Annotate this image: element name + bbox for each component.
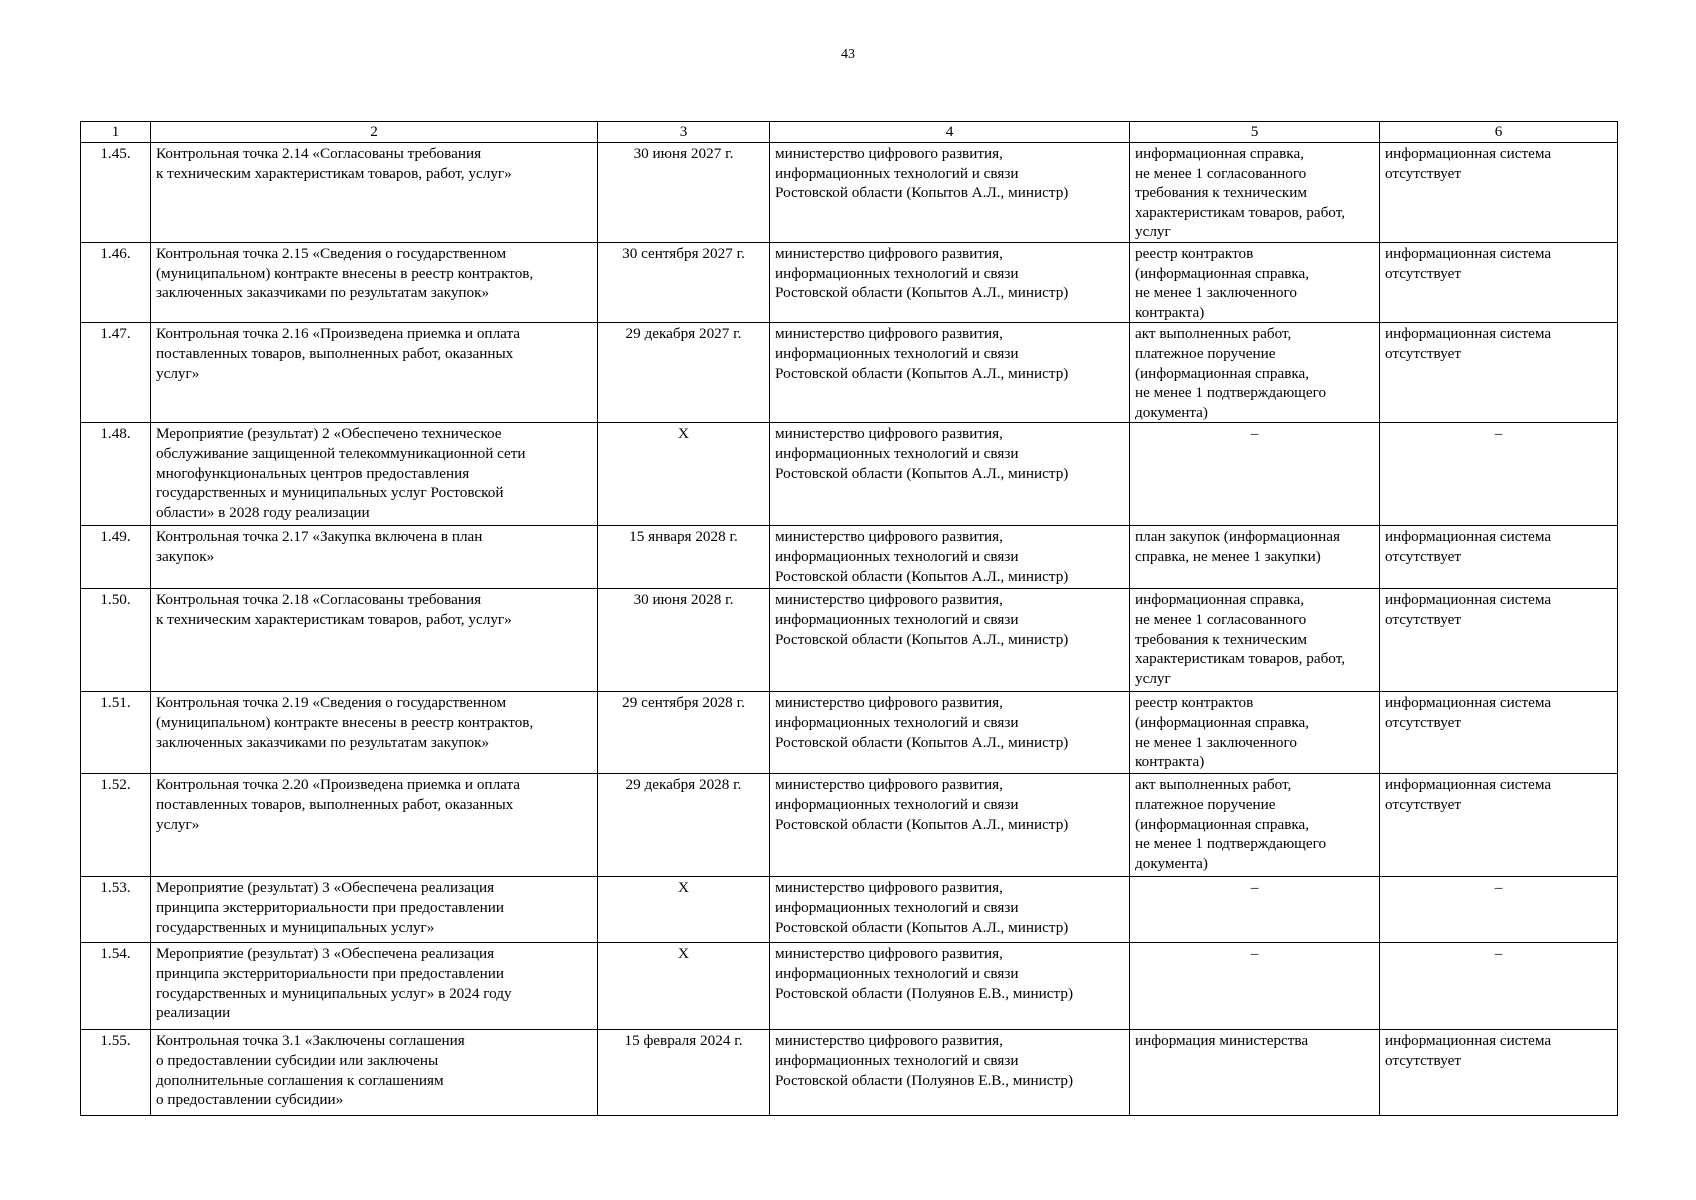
event-name-cell: Контрольная точка 2.17 «Закупка включена в план закупок» [151, 526, 598, 589]
document-type-cell: реестр контрактов (информационная справка, не менее 1 заключенного контракта) [1130, 692, 1380, 774]
deadline-cell: 30 июня 2028 г. [598, 589, 770, 692]
event-name-cell: Контрольная точка 2.14 «Согласованы требования к техническим характеристикам товаров, работ, услуг» [151, 143, 598, 243]
document-type-cell: план закупок (информационная справка, не менее 1 закупки) [1130, 526, 1380, 589]
table-row [81, 877, 1618, 943]
document-type-cell: информационная справка, не менее 1 согласованного требования к техническим характеристикам товаров, работ, услуг [1130, 143, 1380, 243]
document-type-cell: информационная справка, не менее 1 согласованного требования к техническим характеристикам товаров, работ, услуг [1130, 589, 1380, 692]
table-row [81, 242, 1618, 322]
deadline-cell: Х [598, 943, 770, 1030]
row-number-cell: 1.55. [81, 1030, 151, 1116]
deadline-cell: 15 февраля 2024 г. [598, 1030, 770, 1116]
column-number-header: 1 [81, 122, 151, 143]
info-system-cell: информационная система отсутствует [1380, 589, 1618, 692]
responsible-cell: министерство цифрового развития, информационных технологий и связи Ростовской области (Копытов А.Л., министр) [770, 423, 1130, 526]
table-row [81, 774, 1618, 877]
document-type-cell: – [1130, 877, 1380, 943]
column-number-header: 3 [598, 122, 770, 143]
responsible-cell: министерство цифрового развития, информационных технологий и связи Ростовской области (Копытов А.Л., министр) [770, 692, 1130, 774]
event-name-cell: Контрольная точка 2.15 «Сведения о государственном (муниципальном) контракте внесены в реестр контрактов, заключенных заказчиками по результатам закупок» [151, 242, 598, 322]
info-system-cell: информационная система отсутствует [1380, 323, 1618, 423]
row-number-cell: 1.54. [81, 943, 151, 1030]
table-row [81, 423, 1618, 526]
info-system-cell: информационная система отсутствует [1380, 692, 1618, 774]
info-system-cell: информационная система отсутствует [1380, 774, 1618, 877]
deadline-cell: 30 июня 2027 г. [598, 143, 770, 243]
responsible-cell: министерство цифрового развития, информационных технологий и связи Ростовской области (Копытов А.Л., министр) [770, 774, 1130, 877]
responsible-cell: министерство цифрового развития, информационных технологий и связи Ростовской области (Копытов А.Л., министр) [770, 242, 1130, 322]
event-name-cell: Контрольная точка 2.18 «Согласованы требования к техническим характеристикам товаров, работ, услуг» [151, 589, 598, 692]
event-name-cell: Контрольная точка 2.20 «Произведена приемка и оплата поставленных товаров, выполненных работ, оказанных услуг» [151, 774, 598, 877]
row-number-cell: 1.46. [81, 242, 151, 322]
row-number-cell: 1.47. [81, 323, 151, 423]
table-row [81, 1030, 1618, 1116]
table-row [81, 692, 1618, 774]
responsible-cell: министерство цифрового развития, информационных технологий и связи Ростовской области (Копытов А.Л., министр) [770, 526, 1130, 589]
table-row [81, 526, 1618, 589]
document-type-cell: – [1130, 943, 1380, 1030]
row-number-cell: 1.53. [81, 877, 151, 943]
document-type-cell: информация министерства [1130, 1030, 1380, 1116]
table-row [81, 323, 1618, 423]
plan-table [80, 121, 1618, 1116]
deadline-cell: Х [598, 877, 770, 943]
responsible-cell: министерство цифрового развития, информационных технологий и связи Ростовской области (Полуянов Е.В., министр) [770, 943, 1130, 1030]
event-name-cell: Мероприятие (результат) 2 «Обеспечено техническое обслуживание защищенной телекоммуникационной сети многофункциональных центров предоставления государственных и муниципальных услуг Ростовской области» в 2028 году реализации [151, 423, 598, 526]
event-name-cell: Мероприятие (результат) 3 «Обеспечена реализация принципа экстерриториальности при предоставлении государственных и муниципальных услуг» в 2024 году реализации [151, 943, 598, 1030]
info-system-cell: – [1380, 423, 1618, 526]
responsible-cell: министерство цифрового развития, информационных технологий и связи Ростовской области (Копытов А.Л., министр) [770, 143, 1130, 243]
document-type-cell: акт выполненных работ, платежное поручение (информационная справка, не менее 1 подтверждающего документа) [1130, 323, 1380, 423]
responsible-cell: министерство цифрового развития, информационных технологий и связи Ростовской области (Копытов А.Л., министр) [770, 589, 1130, 692]
event-name-cell: Контрольная точка 2.19 «Сведения о государственном (муниципальном) контракте внесены в реестр контрактов, заключенных заказчиками по результатам закупок» [151, 692, 598, 774]
event-name-cell: Мероприятие (результат) 3 «Обеспечена реализация принципа экстерриториальности при предоставлении государственных и муниципальных услуг» [151, 877, 598, 943]
column-number-header: 5 [1130, 122, 1380, 143]
info-system-cell: информационная система отсутствует [1380, 1030, 1618, 1116]
row-number-cell: 1.52. [81, 774, 151, 877]
event-name-cell: Контрольная точка 2.16 «Произведена приемка и оплата поставленных товаров, выполненных работ, оказанных услуг» [151, 323, 598, 423]
responsible-cell: министерство цифрового развития, информационных технологий и связи Ростовской области (Полуянов Е.В., министр) [770, 1030, 1130, 1116]
responsible-cell: министерство цифрового развития, информационных технологий и связи Ростовской области (Копытов А.Л., министр) [770, 323, 1130, 423]
column-number-header: 2 [151, 122, 598, 143]
info-system-cell: информационная система отсутствует [1380, 143, 1618, 243]
table-row [81, 943, 1618, 1030]
column-number-header: 6 [1380, 122, 1618, 143]
deadline-cell: 15 января 2028 г. [598, 526, 770, 589]
column-number-row [81, 122, 1618, 143]
row-number-cell: 1.45. [81, 143, 151, 243]
page-number: 43 [841, 47, 855, 62]
document-type-cell: акт выполненных работ, платежное поручение (информационная справка, не менее 1 подтверждающего документа) [1130, 774, 1380, 877]
info-system-cell: – [1380, 943, 1618, 1030]
row-number-cell: 1.48. [81, 423, 151, 526]
row-number-cell: 1.49. [81, 526, 151, 589]
column-number-header: 4 [770, 122, 1130, 143]
deadline-cell: 29 декабря 2028 г. [598, 774, 770, 877]
responsible-cell: министерство цифрового развития, информационных технологий и связи Ростовской области (Копытов А.Л., министр) [770, 877, 1130, 943]
info-system-cell: информационная система отсутствует [1380, 526, 1618, 589]
deadline-cell: 30 сентября 2027 г. [598, 242, 770, 322]
document-type-cell: – [1130, 423, 1380, 526]
info-system-cell: – [1380, 877, 1618, 943]
document-type-cell: реестр контрактов (информационная справка, не менее 1 заключенного контракта) [1130, 242, 1380, 322]
table-row [81, 143, 1618, 243]
deadline-cell: Х [598, 423, 770, 526]
table-row [81, 589, 1618, 692]
deadline-cell: 29 декабря 2027 г. [598, 323, 770, 423]
row-number-cell: 1.51. [81, 692, 151, 774]
deadline-cell: 29 сентября 2028 г. [598, 692, 770, 774]
info-system-cell: информационная система отсутствует [1380, 242, 1618, 322]
event-name-cell: Контрольная точка 3.1 «Заключены соглашения о предоставлении субсидии или заключены дополнительные соглашения к соглашениям о предоставлении субсидии» [151, 1030, 598, 1116]
row-number-cell: 1.50. [81, 589, 151, 692]
